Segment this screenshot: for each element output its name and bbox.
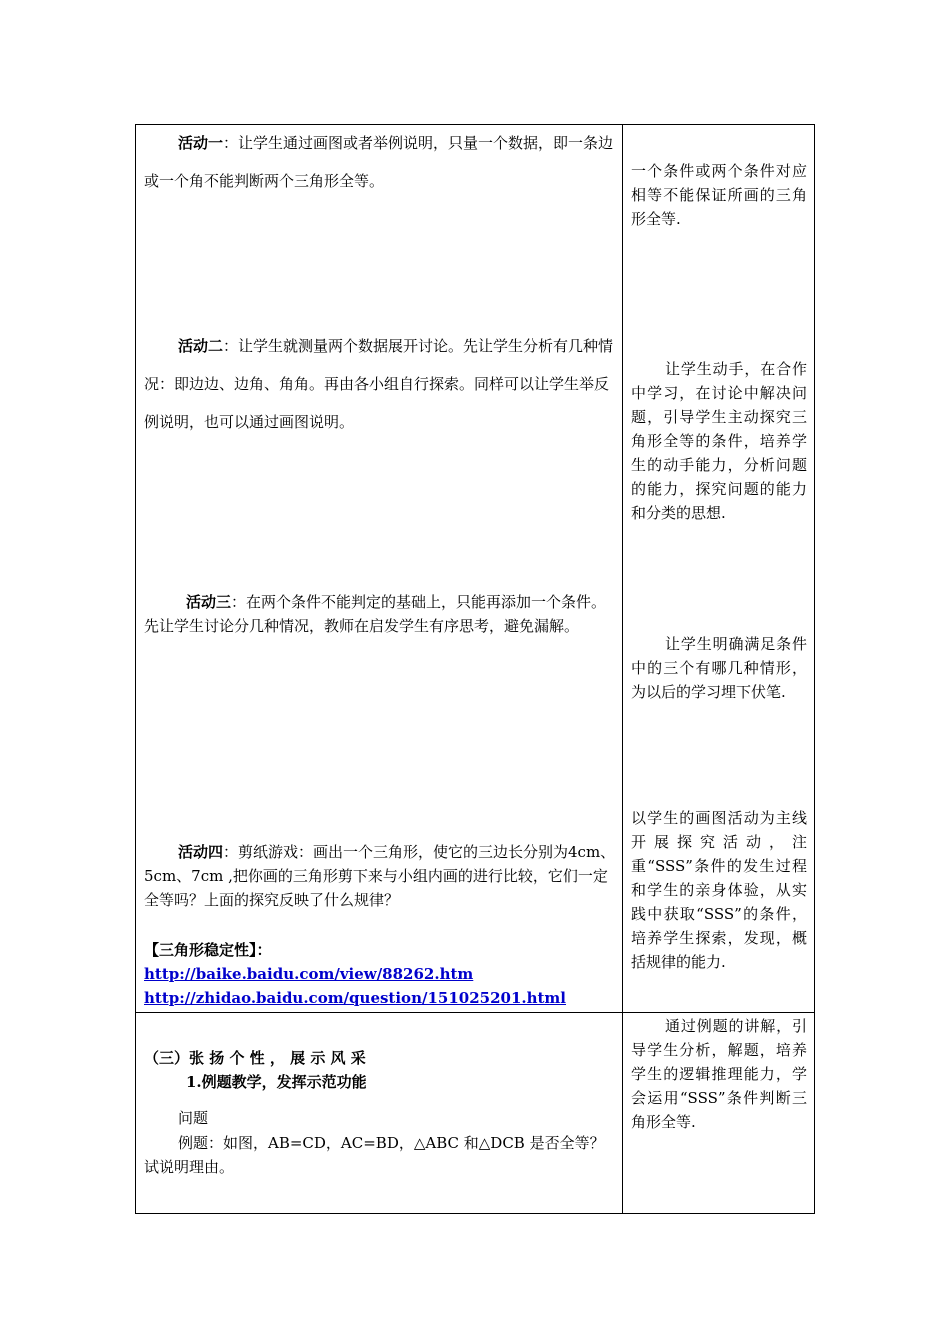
activity-3-text: ：在两个条件不能判定的基础上，只能再添加一个条件。先让学生讨论分几种情况，教师在启发学生有序思考，避免漏解。 xyxy=(144,593,607,635)
baike-link[interactable]: http://baike.baidu.com/view/88262.htm xyxy=(144,965,474,983)
activity-2-text: ：让学生就测量两个数据展开讨论。先让学生分析有几种情况：即边边、边角、角角。再由各小组自行探索。同样可以让学生举反例说明，也可以通过画图说明。 xyxy=(144,337,614,431)
activity-1-label: 活动一 xyxy=(178,134,224,152)
activity-4-text: ：剪纸游戏：画出一个三角形，使它的三边长分别为4cm、 5cm、7cm ,把你画的三角形剪下来与小组内画的进行比较，它们一定全等吗？上面的探究反映了什么规律？ xyxy=(144,843,616,909)
column-divider xyxy=(622,124,623,1214)
section-3 xyxy=(144,1046,616,1094)
question-label: 问题 xyxy=(178,1109,209,1127)
note-1: 一个条件或两个条件对应相等不能保证所画的三角形全等. xyxy=(631,162,807,228)
activity-2 xyxy=(144,327,616,441)
activity-4-label: 活动四 xyxy=(178,843,224,861)
zhidao-link[interactable]: http://zhidao.baidu.com/question/151025201.html xyxy=(144,989,567,1007)
note-3: 让学生明确满足条件中的三个有哪几种情形，为以后的学习埋下伏笔. xyxy=(631,635,807,701)
activity-1 xyxy=(144,124,616,200)
stability-block xyxy=(144,938,616,1010)
note-5: 通过例题的讲解，引导学生分析，解题，培养学生的逻辑推理能力，学会运用“SSS”条件判断三角形全等. xyxy=(631,1017,807,1131)
activity-4 xyxy=(144,840,616,912)
note-4: 以学生的画图活动为主线开展探究活动，注重“SSS”条件的发生过程和学生的亲身体验，从实践中获取“SSS”的条件，培养学生探索，发现，概括规律的能力. xyxy=(631,809,807,971)
row-divider xyxy=(135,1012,815,1013)
example-text: 例题：如图，AB=CD，AC=BD，△ABC 和△DCB 是否全等？试说明理由。 xyxy=(144,1134,605,1176)
activity-3-label: 活动三 xyxy=(186,593,232,611)
section-3-subheading: 1.例题教学，发挥示范功能 xyxy=(186,1073,367,1091)
stability-heading: 【三角形稳定性】： xyxy=(144,941,272,959)
activity-3 xyxy=(144,590,616,638)
activity-1-text: ：让学生通过画图或者举例说明，只量一个数据，即一条边或一个角不能判断两个三角形全等。 xyxy=(144,134,614,190)
section-3-heading: （三）张 扬 个 性 ， 展 示 风 采 xyxy=(144,1049,366,1067)
note-2: 让学生动手，在合作中学习，在讨论中解决问题，引导学生主动探究三角形全等的条件，培养学生的动手能力，分析问题的能力，探究问题的能力和分类的思想. xyxy=(631,360,807,522)
activity-2-label: 活动二 xyxy=(178,337,224,355)
